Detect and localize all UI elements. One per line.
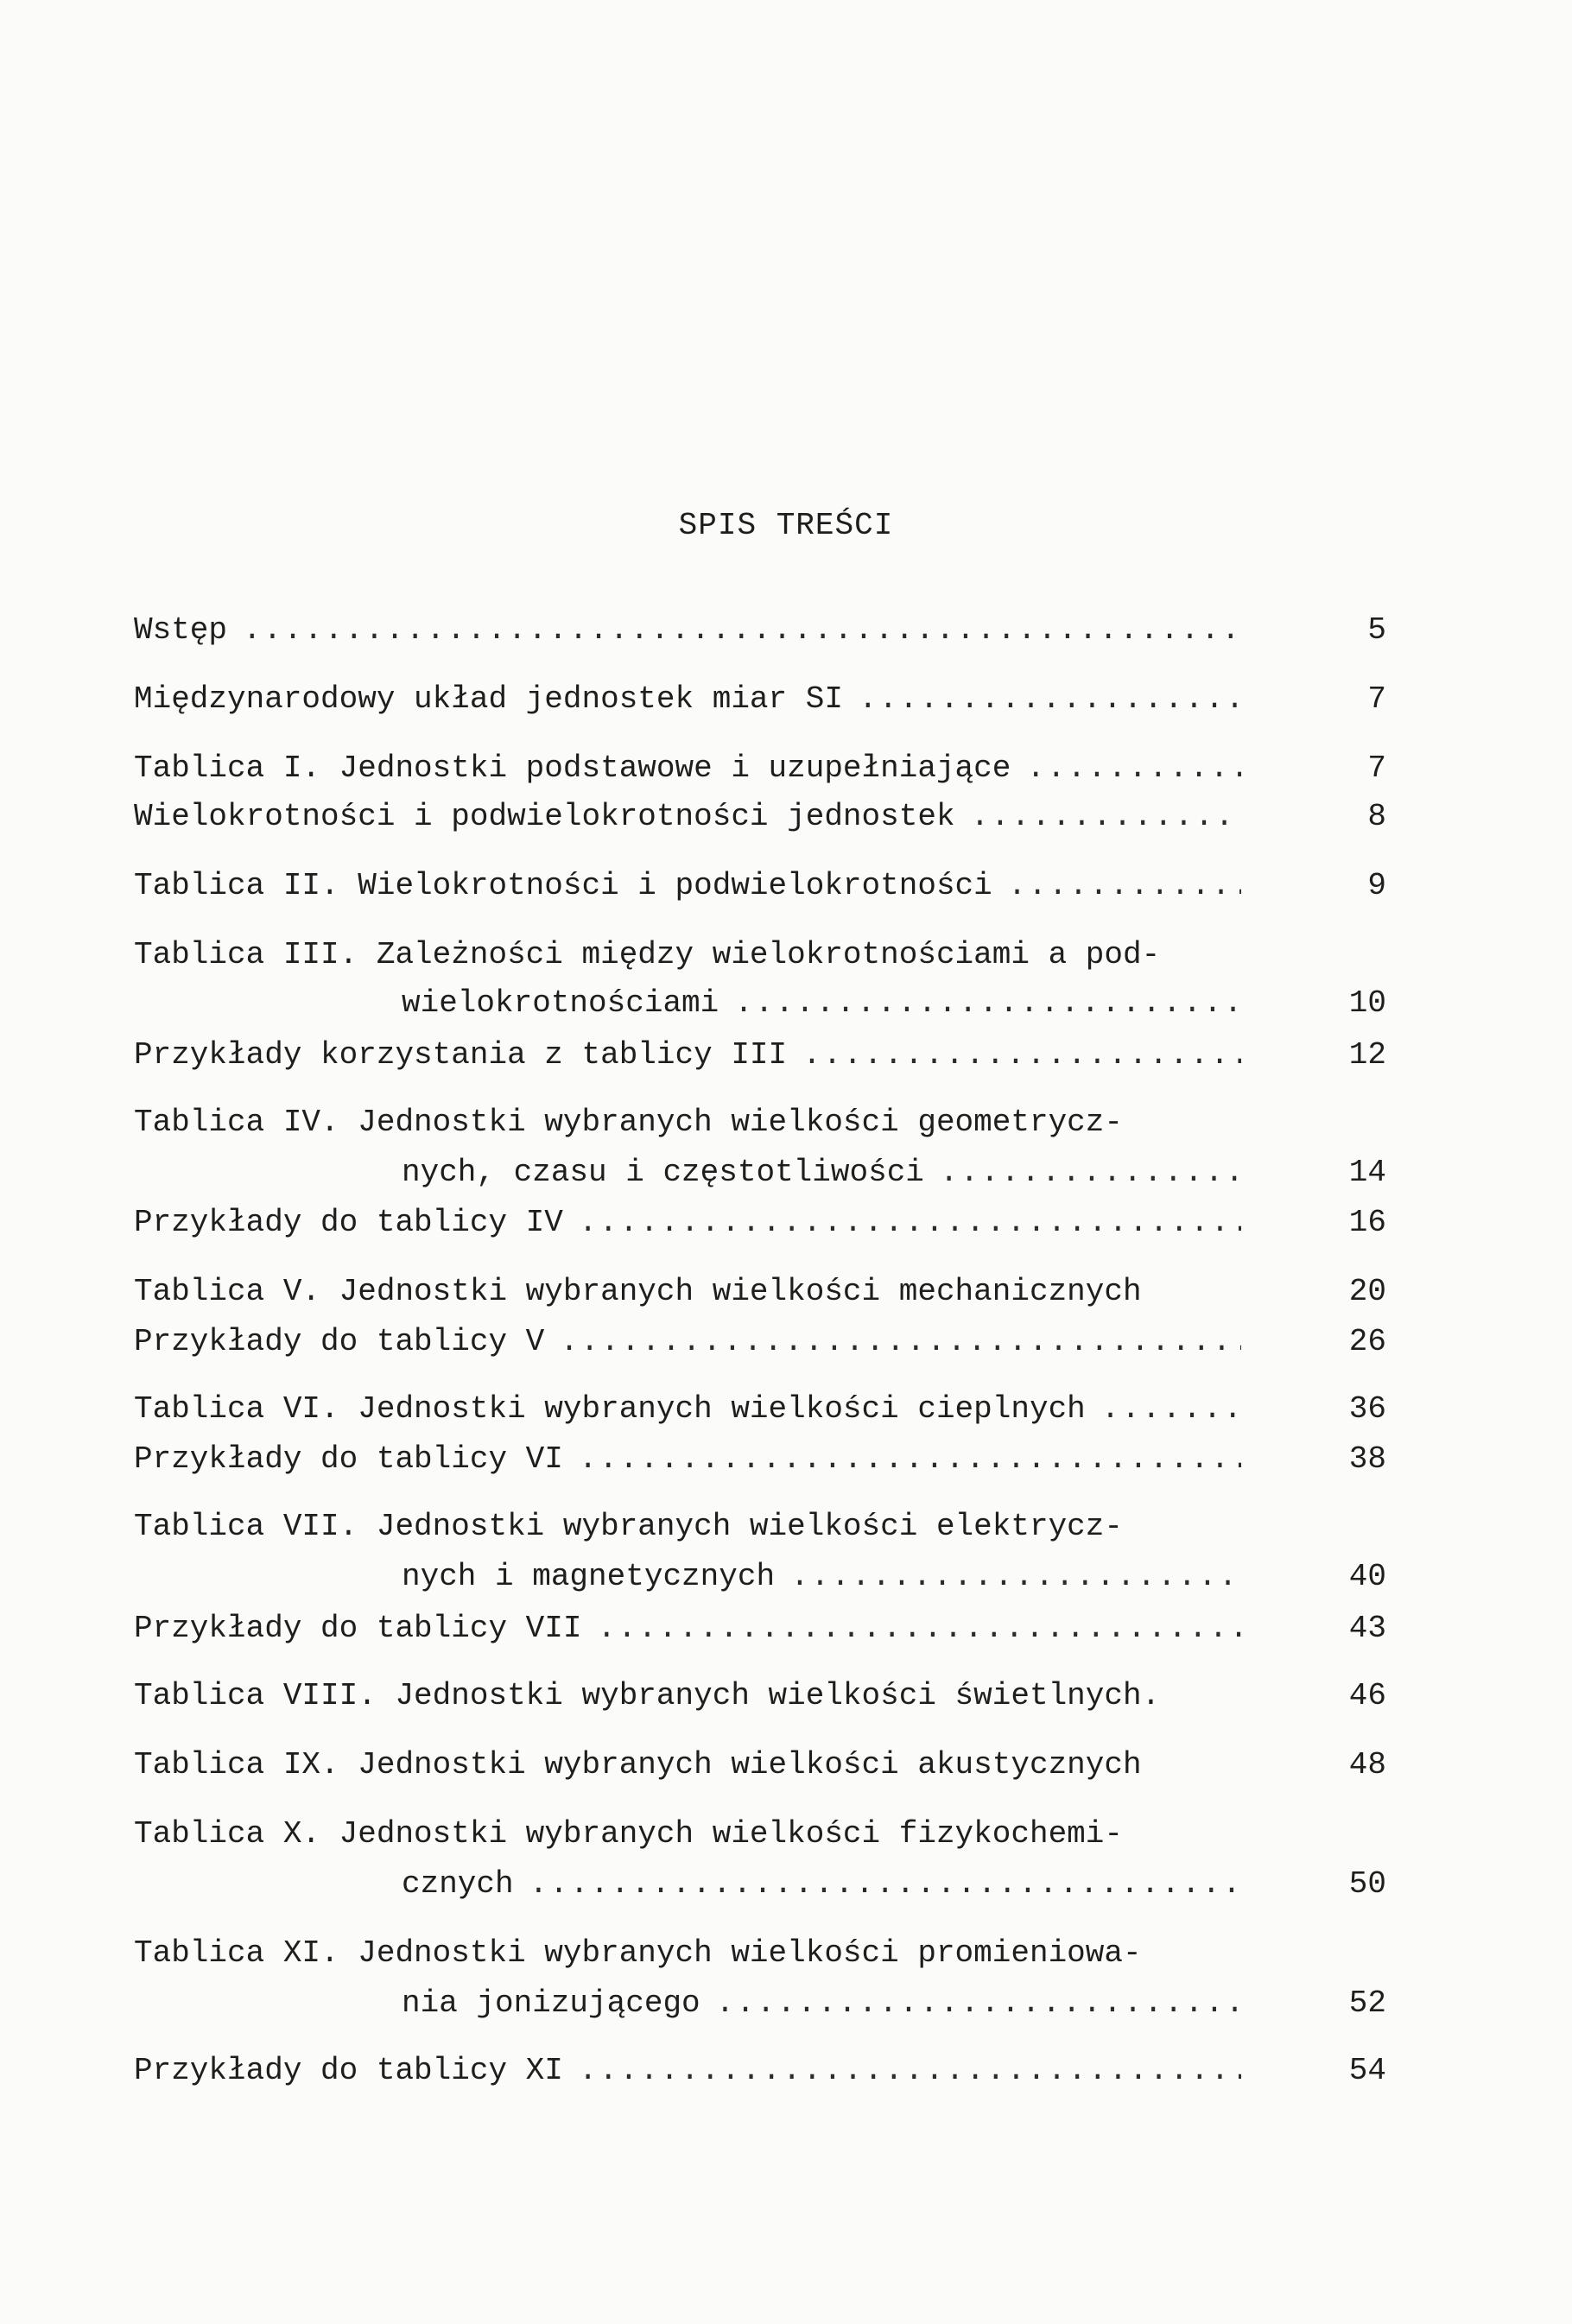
toc-entry-page: 14 <box>1348 1155 1386 1190</box>
toc-entry-page: 20 <box>1348 1274 1386 1309</box>
toc-entry-page: 40 <box>1348 1559 1386 1594</box>
toc-entry-page: 50 <box>1348 1866 1386 1902</box>
toc-entry-text: nych, czasu i częstotliwości <box>402 1155 924 1190</box>
toc-leader-dots <box>971 796 1241 838</box>
toc-leader-dots <box>579 1202 1241 1244</box>
toc-leader-dots <box>529 1864 1241 1905</box>
toc-entry-page: 16 <box>1348 1205 1386 1240</box>
page-title: SPIS TREŚCI <box>678 508 894 543</box>
toc-entry <box>134 748 1386 789</box>
toc-entry-text: Wstęp <box>134 612 228 648</box>
toc-entry-text: Tablica IX. Jednostki wybranych wielkości akustycznych <box>134 1747 1142 1783</box>
toc-entry-text: Tablica III. Zależności między wielokrotnościami a pod- <box>134 937 1161 972</box>
toc-entry <box>134 1271 1386 1313</box>
toc-leader-dots <box>802 1035 1241 1076</box>
toc-entry-page: 48 <box>1348 1747 1386 1783</box>
toc-leader-dots <box>579 2050 1241 2092</box>
toc-entry-page: 52 <box>1348 1985 1386 2021</box>
toc-entry-text: cznych <box>402 1866 514 1902</box>
toc-entry-text: Przykłady do tablicy VII <box>134 1611 582 1646</box>
toc-entry <box>134 1506 1386 1548</box>
toc-entry-text: Przykłady do tablicy VI <box>134 1441 563 1477</box>
toc-entry <box>134 1745 1386 1786</box>
toc-entry-page: 12 <box>1348 1037 1386 1073</box>
toc-leader-dots <box>579 1439 1241 1480</box>
toc-entry <box>134 1102 1386 1143</box>
toc-entry-page: 5 <box>1367 612 1386 648</box>
toc-entry <box>134 1983 1386 2024</box>
toc-entry-page: 43 <box>1348 1611 1386 1646</box>
toc-leader-dots <box>940 1152 1241 1194</box>
toc-entry-page: 9 <box>1367 868 1386 903</box>
toc-entry <box>134 1608 1386 1650</box>
toc-entry <box>134 679 1386 720</box>
toc-entry-text: Tablica XI. Jednostki wybranych wielkości promieniowa- <box>134 1935 1142 1971</box>
toc-entry <box>134 1933 1386 1974</box>
toc-entry-text: nia jonizującego <box>402 1985 700 2021</box>
toc-entry-text: nych i magnetycznych <box>402 1559 776 1594</box>
toc-entry-text: Tablica VII. Jednostki wybranych wielkości elektrycz- <box>134 1509 1123 1544</box>
toc-entry <box>134 610 1386 651</box>
toc-entry-text: Przykłady do tablicy XI <box>134 2053 563 2088</box>
toc-entry-text: Tablica V. Jednostki wybranych wielkości mechanicznych <box>134 1274 1142 1309</box>
toc-entry <box>134 983 1386 1024</box>
toc-entry-page: 38 <box>1348 1441 1386 1477</box>
toc-leader-dots <box>597 1608 1241 1650</box>
toc-leader-dots <box>1008 865 1241 907</box>
toc-entry <box>134 2050 1386 2092</box>
toc-entry-page: 36 <box>1348 1391 1386 1427</box>
toc-entry-text: Tablica VI. Jednostki wybranych wielkości cieplnych <box>134 1391 1086 1427</box>
toc-entry <box>134 934 1386 976</box>
toc-entry <box>134 1814 1386 1855</box>
toc-entry-text: Tablica II. Wielokrotności i podwielokrotności <box>134 868 992 903</box>
toc-entry <box>134 1556 1386 1598</box>
toc-entry-page: 10 <box>1348 985 1386 1021</box>
toc-entry <box>134 1675 1386 1717</box>
toc-entry-page: 46 <box>1348 1678 1386 1713</box>
toc-entry-page: 7 <box>1367 681 1386 717</box>
toc-entry-page: 7 <box>1367 750 1386 786</box>
toc-leader-dots <box>243 610 1241 651</box>
toc-entry <box>134 1152 1386 1194</box>
toc-entry-text: Tablica VIII. Jednostki wybranych wielkości świetlnych. <box>134 1678 1161 1713</box>
toc-entry-text: Przykłady korzystania z tablicy III <box>134 1037 788 1073</box>
toc-entry <box>134 796 1386 838</box>
toc-entry <box>134 1864 1386 1905</box>
toc-leader-dots <box>1026 748 1241 789</box>
toc-entry-page: 26 <box>1348 1324 1386 1359</box>
toc-entry-text: Tablica I. Jednostki podstawowe i uzupełniające <box>134 750 1011 786</box>
toc-entry-text: wielokrotnościami <box>402 985 719 1021</box>
toc-leader-dots <box>734 983 1241 1024</box>
toc-leader-dots <box>716 1983 1241 2024</box>
toc-entry-text: Przykłady do tablicy V <box>134 1324 545 1359</box>
toc-entry-page: 54 <box>1348 2053 1386 2088</box>
toc-entry-text: Przykłady do tablicy IV <box>134 1205 563 1240</box>
toc-entry <box>134 1035 1386 1076</box>
toc-entry <box>134 1321 1386 1363</box>
toc-entry-page: 8 <box>1367 799 1386 834</box>
toc-entry-text: Tablica IV. Jednostki wybranych wielkości geometrycz- <box>134 1105 1123 1140</box>
toc-leader-dots <box>560 1321 1241 1363</box>
toc-entry-text: Tablica X. Jednostki wybranych wielkości fizykochemi- <box>134 1816 1123 1852</box>
toc-leader-dots <box>790 1556 1241 1598</box>
toc-entry <box>134 1439 1386 1480</box>
toc-leader-dots <box>1101 1389 1241 1430</box>
toc-entry <box>134 865 1386 907</box>
toc-entry-text: Wielokrotności i podwielokrotności jednostek <box>134 799 955 834</box>
toc-entry <box>134 1389 1386 1430</box>
toc-leader-dots <box>859 679 1241 720</box>
toc-entry-text: Międzynarodowy układ jednostek miar SI <box>134 681 843 717</box>
toc-entry <box>134 1202 1386 1244</box>
